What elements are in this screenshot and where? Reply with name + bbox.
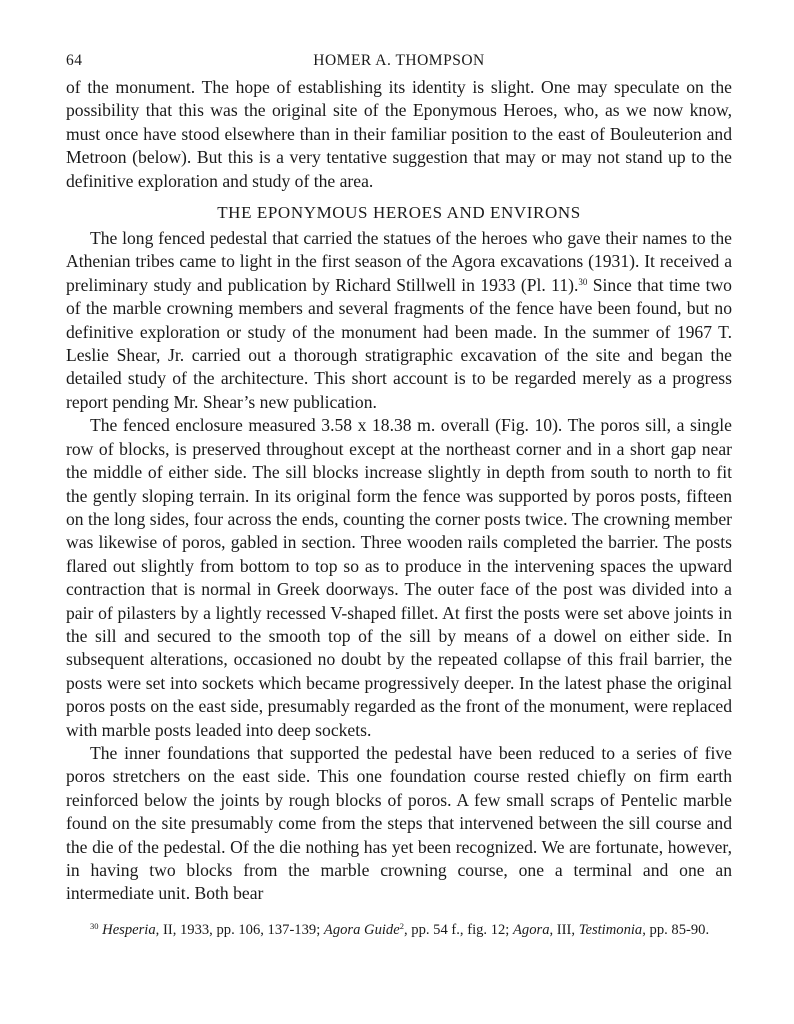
footnote-agora-ref: , III,	[549, 921, 579, 938]
paragraph-1-text: The long fenced pedestal that carried the statues of the heroes who gave their names to the Athenian tribes came to light in the first season of the Agora excavations (1931). It received a preliminary study and publication by Richard Stillwell in 1933 (Pl. 11).	[66, 228, 732, 295]
footnote-agora: Agora	[513, 921, 550, 938]
paragraph-3: The inner foundations that supported the pedestal have been reduced to a series of five poros stretchers on the east side. This one foundation course rested chiefly on firm earth reinforced below the joints by rough blocks of poros. A few small scraps of Pentelic marble found on the site presumably come from the steps that intervened between the sill course and the die of the pedestal. Of the die nothing has yet been recognized. We are fortunate, however, in having two blocks from the marble crowning course, one a terminal and one an intermediate unit. Both bear	[66, 742, 732, 904]
paragraph-1-text-continued: Since that time two of the marble crowning members and several fragments of the fence have been found, but no definitive exploration or study of the monument had been made. In the summer of 1967 T. Leslie Shear, Jr. carried out a thorough stratigraphic excavation of the site and began the detailed study of the architecture. This short account is to be regarded merely as a progress report pending Mr. Shear’s new publication.	[66, 274, 732, 412]
footnote-guide-ref: , pp. 54 f., fig. 12;	[403, 921, 514, 938]
paragraph-1	[66, 227, 732, 414]
footnote-testimonia: Testimonia	[578, 921, 643, 938]
footnote-journal-ref: , II, 1933, pp. 106, 137-139;	[155, 921, 324, 938]
page-number: 64	[66, 52, 83, 69]
footnote-testimonia-ref: , pp. 85-90.	[642, 921, 710, 938]
footnote-guide: Agora Guide	[323, 921, 400, 938]
running-head-author: HOMER A. THOMPSON	[313, 52, 485, 69]
running-head	[66, 52, 732, 76]
footnote-reference: 30	[578, 276, 588, 287]
footnote-journal: Hesperia	[102, 921, 156, 938]
footnote	[66, 920, 732, 940]
footnote-guide-edition: 2	[399, 920, 404, 931]
paragraph-2: The fenced enclosure measured 3.58 x 18.38 m. overall (Fig. 10). The poros sill, a single row of blocks, is preserved throughout except at the northeast corner and in a short gap near the middle of either side. The sill blocks increase slightly in depth from south to north to fit the gently sloping terrain. In its original form the fence was supported by poros posts, fifteen on the long sides, four across the ends, counting the corner posts twice. The crowning member was likewise of poros, gabled in section. Three wooden rails completed the barrier. The posts flared out slightly from bottom to top so as to produce in the intervening spaces the upward contraction that is normal in Greek doorways. The outer face of the post was divided into a pair of pilasters by a lightly recessed V-shaped fillet. At first the posts were set above joints in the sill and secured to the smooth top of the sill by means of a dowel on either side. In subsequent alterations, occasioned no doubt by the repeated collapse of this frail barrier, the posts were set into sockets which became progressively deeper. In the latest phase the original poros posts on the east side, presumably regarded as the front of the monument, were replaced with marble posts leaded into deep sockets.	[66, 415, 732, 740]
intro-paragraph: of the monument. The hope of establishing its identity is slight. One may speculate on the possibility that this was the original site of the Eponymous Heroes, who, as we now know, must once have stood elsewhere than in their familiar position to the east of Bouleuterion and Metroon (below). But this is a very tentative suggestion that may or may not stand up to the definitive exploration and study of the area.	[66, 77, 732, 191]
body-text	[66, 76, 732, 906]
footnote-number: 30	[90, 920, 99, 931]
section-heading: THE EPONYMOUS HEROES AND ENVIRONS	[217, 203, 581, 223]
page	[66, 52, 732, 940]
